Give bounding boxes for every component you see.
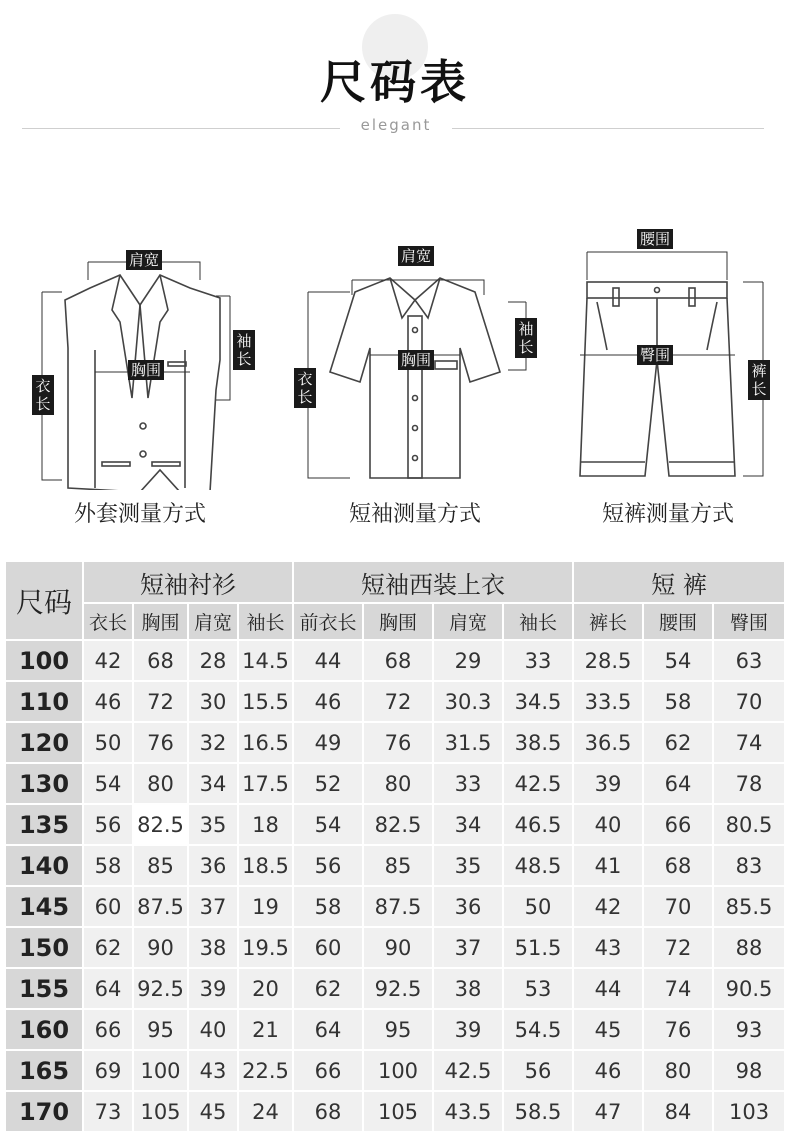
table-cell: 72 xyxy=(363,681,433,722)
table-cell: 58 xyxy=(293,886,363,927)
table-cell: 38 xyxy=(433,968,503,1009)
group-header-shorts: 短 裤 xyxy=(573,561,785,603)
table-cell: 14.5 xyxy=(238,640,293,681)
table-cell: 74 xyxy=(643,968,713,1009)
table-cell: 68 xyxy=(293,1091,363,1132)
table-cell: 56 xyxy=(293,845,363,886)
table-cell: 92.5 xyxy=(133,968,188,1009)
table-cell: 39 xyxy=(188,968,238,1009)
table-cell: 85.5 xyxy=(713,886,785,927)
table-cell: 58 xyxy=(643,681,713,722)
table-cell: 36 xyxy=(188,845,238,886)
table-cell: 48.5 xyxy=(503,845,573,886)
table-cell: 68 xyxy=(133,640,188,681)
table-cell: 66 xyxy=(83,1009,133,1050)
table-cell: 16.5 xyxy=(238,722,293,763)
table-cell: 44 xyxy=(573,968,643,1009)
group-header-shirt: 短袖衬衫 xyxy=(83,561,293,603)
table-cell: 62 xyxy=(83,927,133,968)
table-row xyxy=(5,640,785,681)
table-cell: 20 xyxy=(238,968,293,1009)
table-cell: 33.5 xyxy=(573,681,643,722)
table-cell: 100 xyxy=(363,1050,433,1091)
table-cell: 54.5 xyxy=(503,1009,573,1050)
table-cell: 49 xyxy=(293,722,363,763)
table-cell: 62 xyxy=(643,722,713,763)
shirt-chest-label: 胸围 xyxy=(398,350,434,370)
table-cell: 46.5 xyxy=(503,804,573,845)
table-cell: 88 xyxy=(713,927,785,968)
table-cell: 58.5 xyxy=(503,1091,573,1132)
table-cell: 34 xyxy=(188,763,238,804)
table-column-header xyxy=(5,603,785,640)
size-cell: 100 xyxy=(5,640,83,681)
table-cell: 18 xyxy=(238,804,293,845)
table-body xyxy=(5,640,785,1132)
table-cell: 63 xyxy=(713,640,785,681)
table-cell: 87.5 xyxy=(363,886,433,927)
table-cell: 42 xyxy=(573,886,643,927)
table-cell: 90.5 xyxy=(713,968,785,1009)
table-cell: 56 xyxy=(83,804,133,845)
table-cell: 83 xyxy=(713,845,785,886)
table-cell: 80 xyxy=(643,1050,713,1091)
page-subtitle: elegant xyxy=(360,116,432,134)
table-cell: 32 xyxy=(188,722,238,763)
table-cell: 41 xyxy=(573,845,643,886)
table-cell: 53 xyxy=(503,968,573,1009)
table-cell: 90 xyxy=(133,927,188,968)
table-cell: 64 xyxy=(293,1009,363,1050)
column-header: 前衣长 xyxy=(293,603,363,640)
table-cell: 92.5 xyxy=(363,968,433,1009)
table-cell: 70 xyxy=(713,681,785,722)
table-cell: 105 xyxy=(133,1091,188,1132)
size-cell: 140 xyxy=(5,845,83,886)
jacket-shoulder-label: 肩宽 xyxy=(126,250,162,270)
table-cell: 82.5 xyxy=(363,804,433,845)
divider-right xyxy=(452,128,764,129)
table-cell: 40 xyxy=(573,804,643,845)
table-cell: 64 xyxy=(83,968,133,1009)
table-cell: 33 xyxy=(503,640,573,681)
table-cell: 54 xyxy=(293,804,363,845)
table-group-header xyxy=(5,561,785,603)
table-cell: 103 xyxy=(713,1091,785,1132)
table-cell: 54 xyxy=(83,763,133,804)
table-cell: 80 xyxy=(133,763,188,804)
size-column-header: 尺码 xyxy=(5,561,83,640)
table-cell: 37 xyxy=(433,927,503,968)
size-cell: 110 xyxy=(5,681,83,722)
table-cell: 45 xyxy=(573,1009,643,1050)
table-cell: 76 xyxy=(133,722,188,763)
table-cell: 47 xyxy=(573,1091,643,1132)
jacket-length-label: 衣长 xyxy=(32,375,54,415)
table-cell: 95 xyxy=(133,1009,188,1050)
shirt-shoulder-label: 肩宽 xyxy=(398,246,434,266)
shorts-hip-label: 臀围 xyxy=(637,345,673,365)
table-row xyxy=(5,804,785,845)
table-cell: 74 xyxy=(713,722,785,763)
table-cell: 66 xyxy=(643,804,713,845)
size-cell: 145 xyxy=(5,886,83,927)
column-header: 袖长 xyxy=(238,603,293,640)
column-header: 腰围 xyxy=(643,603,713,640)
table-cell: 80.5 xyxy=(713,804,785,845)
table-cell: 46 xyxy=(293,681,363,722)
shirt-sleeve-label: 袖长 xyxy=(515,318,537,358)
shorts-caption: 短裤测量方式 xyxy=(601,502,734,527)
size-cell: 130 xyxy=(5,763,83,804)
size-cell: 155 xyxy=(5,968,83,1009)
table-cell: 73 xyxy=(83,1091,133,1132)
table-cell: 21 xyxy=(238,1009,293,1050)
table-cell: 34 xyxy=(433,804,503,845)
table-cell: 35 xyxy=(433,845,503,886)
table-cell: 82.5 xyxy=(133,804,188,845)
table-cell: 37 xyxy=(188,886,238,927)
table-cell: 18.5 xyxy=(238,845,293,886)
column-header: 肩宽 xyxy=(188,603,238,640)
table-cell: 33 xyxy=(433,763,503,804)
table-cell: 68 xyxy=(643,845,713,886)
page-title: 尺码表 xyxy=(320,55,470,109)
table-row xyxy=(5,681,785,722)
column-header: 胸围 xyxy=(363,603,433,640)
table-cell: 39 xyxy=(433,1009,503,1050)
table-cell: 46 xyxy=(573,1050,643,1091)
table-cell: 85 xyxy=(133,845,188,886)
table-row xyxy=(5,1009,785,1050)
table-cell: 62 xyxy=(293,968,363,1009)
table-cell: 28.5 xyxy=(573,640,643,681)
table-cell: 30.3 xyxy=(433,681,503,722)
table-cell: 43.5 xyxy=(433,1091,503,1132)
shorts-length-label: 裤长 xyxy=(748,360,770,400)
table-cell: 36 xyxy=(433,886,503,927)
column-header: 袖长 xyxy=(503,603,573,640)
table-cell: 78 xyxy=(713,763,785,804)
table-cell: 85 xyxy=(363,845,433,886)
table-cell: 51.5 xyxy=(503,927,573,968)
size-cell: 170 xyxy=(5,1091,83,1132)
table-row xyxy=(5,845,785,886)
table-cell: 17.5 xyxy=(238,763,293,804)
table-row xyxy=(5,722,785,763)
column-header: 衣长 xyxy=(83,603,133,640)
group-header-blazer: 短袖西装上衣 xyxy=(293,561,573,603)
table-cell: 68 xyxy=(363,640,433,681)
shirt-length-label: 衣长 xyxy=(294,368,316,408)
table-cell: 42.5 xyxy=(433,1050,503,1091)
table-cell: 24 xyxy=(238,1091,293,1132)
table-cell: 80 xyxy=(363,763,433,804)
table-cell: 60 xyxy=(83,886,133,927)
table-cell: 40 xyxy=(188,1009,238,1050)
table-cell: 42 xyxy=(83,640,133,681)
table-cell: 19 xyxy=(238,886,293,927)
column-header: 裤长 xyxy=(573,603,643,640)
divider-left xyxy=(22,128,340,129)
size-cell: 150 xyxy=(5,927,83,968)
table-cell: 60 xyxy=(293,927,363,968)
table-cell: 46 xyxy=(83,681,133,722)
table-row xyxy=(5,1091,785,1132)
shorts-waist-label: 腰围 xyxy=(637,229,673,249)
table-cell: 76 xyxy=(643,1009,713,1050)
header xyxy=(0,0,790,160)
table-cell: 30 xyxy=(188,681,238,722)
table-cell: 50 xyxy=(503,886,573,927)
size-cell: 165 xyxy=(5,1050,83,1091)
table-cell: 100 xyxy=(133,1050,188,1091)
table-cell: 35 xyxy=(188,804,238,845)
table-cell: 84 xyxy=(643,1091,713,1132)
table-cell: 66 xyxy=(293,1050,363,1091)
jacket-sleeve-label: 袖长 xyxy=(233,330,255,370)
table-cell: 19.5 xyxy=(238,927,293,968)
table-cell: 95 xyxy=(363,1009,433,1050)
table-cell: 52 xyxy=(293,763,363,804)
table-cell: 45 xyxy=(188,1091,238,1132)
size-cell: 120 xyxy=(5,722,83,763)
table-cell: 54 xyxy=(643,640,713,681)
table-cell: 93 xyxy=(713,1009,785,1050)
size-chart xyxy=(4,560,784,1133)
table-cell: 98 xyxy=(713,1050,785,1091)
table-cell: 72 xyxy=(643,927,713,968)
size-cell: 135 xyxy=(5,804,83,845)
table-cell: 105 xyxy=(363,1091,433,1132)
table-cell: 76 xyxy=(363,722,433,763)
size-table xyxy=(4,560,786,1133)
table-cell: 31.5 xyxy=(433,722,503,763)
table-row xyxy=(5,886,785,927)
table-cell: 58 xyxy=(83,845,133,886)
size-cell: 160 xyxy=(5,1009,83,1050)
table-cell: 38 xyxy=(188,927,238,968)
column-header: 胸围 xyxy=(133,603,188,640)
table-cell: 56 xyxy=(503,1050,573,1091)
column-header: 肩宽 xyxy=(433,603,503,640)
table-cell: 15.5 xyxy=(238,681,293,722)
table-cell: 69 xyxy=(83,1050,133,1091)
table-cell: 43 xyxy=(188,1050,238,1091)
table-cell: 64 xyxy=(643,763,713,804)
table-cell: 39 xyxy=(573,763,643,804)
table-cell: 38.5 xyxy=(503,722,573,763)
table-row xyxy=(5,968,785,1009)
table-cell: 90 xyxy=(363,927,433,968)
measurement-diagrams xyxy=(0,200,790,540)
column-header: 臀围 xyxy=(713,603,785,640)
table-cell: 50 xyxy=(83,722,133,763)
shirt-caption: 短袖测量方式 xyxy=(348,502,481,527)
table-cell: 43 xyxy=(573,927,643,968)
table-cell: 34.5 xyxy=(503,681,573,722)
table-row xyxy=(5,927,785,968)
table-cell: 70 xyxy=(643,886,713,927)
table-cell: 42.5 xyxy=(503,763,573,804)
table-row xyxy=(5,1050,785,1091)
table-cell: 87.5 xyxy=(133,886,188,927)
table-cell: 44 xyxy=(293,640,363,681)
jacket-caption: 外套测量方式 xyxy=(73,502,206,527)
table-cell: 22.5 xyxy=(238,1050,293,1091)
jacket-chest-label: 胸围 xyxy=(128,360,164,380)
table-cell: 36.5 xyxy=(573,722,643,763)
table-cell: 28 xyxy=(188,640,238,681)
table-row xyxy=(5,763,785,804)
table-cell: 72 xyxy=(133,681,188,722)
table-cell: 29 xyxy=(433,640,503,681)
